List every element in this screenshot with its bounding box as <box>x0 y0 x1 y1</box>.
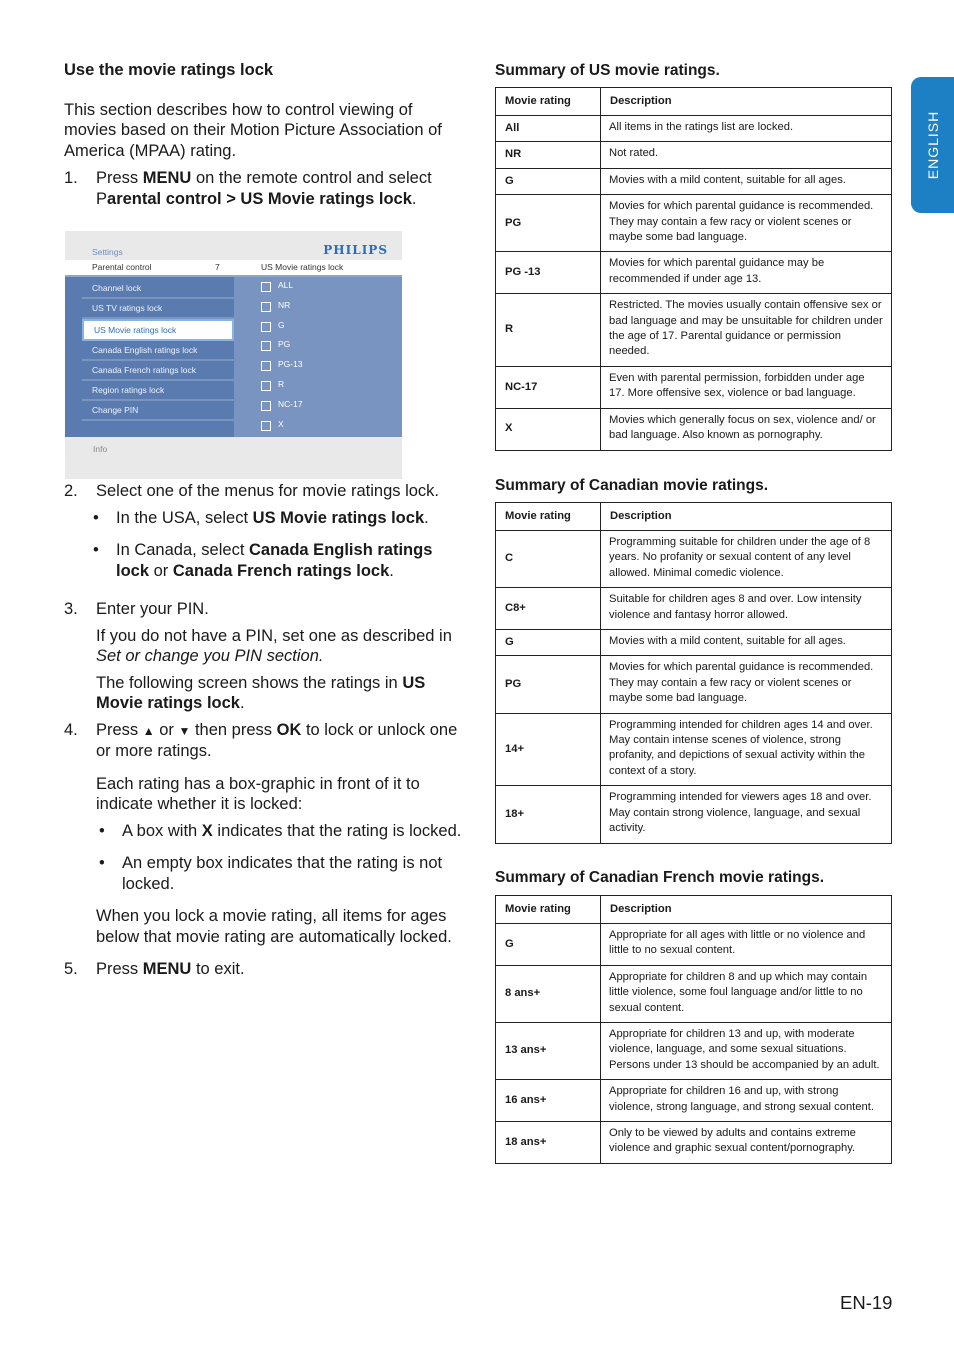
table-header-row <box>496 896 892 924</box>
rating-option-label: NC-17 <box>278 398 303 409</box>
step-number: 2. <box>64 482 78 500</box>
header-right: US Movie ratings lock <box>261 262 344 272</box>
menu-panel <box>65 277 402 437</box>
column-header: Description <box>601 88 892 116</box>
menu-list <box>82 279 234 421</box>
description-cell: Movies with a mild content, suitable for all ages. <box>601 168 892 194</box>
step-number: 4. <box>64 720 78 739</box>
bullet-dot: • <box>93 541 99 559</box>
column-header: Description <box>601 503 892 531</box>
step-text: then press <box>190 720 277 739</box>
rating-cell: 13 ans+ <box>496 1023 601 1080</box>
rating-option-label: ALL <box>278 280 294 290</box>
bullet-unlocked <box>96 853 464 894</box>
rating-option[interactable] <box>234 277 402 297</box>
down-arrow-icon: ▼ <box>178 723 191 738</box>
checkbox-icon[interactable] <box>261 361 271 371</box>
table-row <box>496 924 892 966</box>
rating-option[interactable] <box>234 376 402 396</box>
table-header-row <box>496 88 892 116</box>
table-row <box>496 965 892 1022</box>
para-italic: Set or change you PIN section. <box>96 647 324 665</box>
table-header-row <box>496 503 892 531</box>
rating-option[interactable] <box>234 317 402 337</box>
menu-key: MENU <box>142 169 192 187</box>
step-text: Press <box>96 960 143 978</box>
tv-menu-screenshot <box>65 231 402 479</box>
description-cell: Appropriate for children 13 and up, with moderate violence, language, and some sexual situations. Persons under 13 should be accompanied by an adult. <box>601 1023 892 1080</box>
header-number: 7 <box>215 262 220 272</box>
step-3-pin-note <box>96 626 464 667</box>
rating-option[interactable] <box>234 297 402 317</box>
description-cell: Not rated. <box>601 142 892 168</box>
rating-cell: C8+ <box>496 588 601 630</box>
description-cell: Programming intended for children ages 14 and over. May contain intense scenes of violence, strong profanity, and depictions of sexual activity within the context of a story. <box>601 713 892 786</box>
step-1 <box>64 168 464 209</box>
step-text: Press <box>96 169 143 187</box>
step-3 <box>64 599 464 714</box>
step-number: 1. <box>64 169 78 187</box>
para-bold: US Movie ratings lock <box>96 673 426 712</box>
table-row <box>496 294 892 367</box>
canada-french-table-title: Summary of Canadian French movie ratings. <box>495 869 825 886</box>
step-text: Press <box>96 720 143 739</box>
bullet-usa <box>90 508 464 529</box>
step-text: . <box>411 189 417 208</box>
table-row <box>496 713 892 786</box>
step-number: 3. <box>64 600 78 618</box>
rating-option-label: G <box>278 319 285 330</box>
rating-cell: 16 ans+ <box>496 1080 601 1122</box>
step-3-screen-note <box>96 673 464 714</box>
rating-cell: 18 ans+ <box>496 1122 601 1164</box>
checkbox-icon[interactable] <box>261 341 271 351</box>
checkbox-icon[interactable] <box>261 302 271 312</box>
step-4-lock-note: When you lock a movie rating, all items for ages below that movie rating are automatically locked. <box>96 907 452 946</box>
table-row <box>496 531 892 588</box>
table-row <box>496 116 892 142</box>
table-row <box>496 168 892 194</box>
step-text: Enter your PIN. <box>96 600 209 618</box>
rating-option-label: R <box>278 378 285 389</box>
header-left: Parental control <box>92 262 152 272</box>
section-title: Use the movie ratings lock <box>64 61 274 79</box>
description-cell: Movies with a mild content, suitable for all ages. <box>601 630 892 656</box>
bullet-text: An empty box indicates that the rating is not locked. <box>122 854 443 893</box>
philips-logo: PHILIPS <box>323 243 388 257</box>
info-label: Info <box>93 444 108 454</box>
table-row <box>496 1122 892 1164</box>
rating-option-label: NR <box>278 299 291 310</box>
language-tab-label: ENGLISH <box>924 110 941 180</box>
bullet-text: . <box>424 508 429 527</box>
column-header: Movie rating <box>496 503 601 531</box>
step-4 <box>64 720 464 948</box>
rating-option[interactable] <box>234 396 402 416</box>
rating-cell: PG <box>496 195 601 252</box>
rating-option[interactable] <box>234 336 402 356</box>
description-cell: Appropriate for children 16 and up, with strong violence, strong language, and strong sexual content. <box>601 1080 892 1122</box>
canada-ratings-table <box>495 502 892 844</box>
rating-cell: 8 ans+ <box>496 965 601 1022</box>
menu-header <box>65 260 402 277</box>
step-4-box-note: Each rating has a box-graphic in front of it to indicate whether it is locked: <box>96 774 420 813</box>
menu-item[interactable]: Canada French ratings lock <box>82 361 234 381</box>
description-cell: Programming suitable for children under the age of 8 years. No profanity or sexual content of any level allowed. Minimal comedic violence. <box>601 531 892 588</box>
description-cell: Movies for which parental guidance is recommended. They may contain a few racy or violent scenes or maybe some bad language. <box>601 656 892 713</box>
description-cell: Movies which generally focus on sex, violence and/ or bad language. Also known as pornography. <box>601 408 892 450</box>
column-header: Movie rating <box>496 896 601 924</box>
table-row <box>496 408 892 450</box>
rating-cell: G <box>496 168 601 194</box>
rating-cell: C <box>496 531 601 588</box>
checkbox-icon[interactable] <box>261 421 271 431</box>
rating-cell: NR <box>496 142 601 168</box>
description-cell: Restricted. The movies usually contain offensive sex or bad language and may be unsuitable for children under the age of 17. Parental guidance or permission needed. <box>601 294 892 367</box>
para-text: The following screen shows the ratings in <box>96 673 403 692</box>
checkbox-icon[interactable] <box>261 322 271 332</box>
step-5 <box>64 959 464 980</box>
bullet-bold: Canada French ratings lock <box>172 561 390 580</box>
para-text: . <box>239 694 245 712</box>
bullet-bold: US Movie ratings lock <box>252 508 425 527</box>
checkbox-icon[interactable] <box>261 381 271 391</box>
step-text: to lock or unlock one or more ratings. <box>96 720 458 760</box>
bullet-text: A box with <box>122 821 202 840</box>
intro-paragraph: This section describes how to control viewing of movies based on their Motion Picture Association of America (MPAA) rating. <box>64 100 442 160</box>
step-text: or <box>154 720 179 739</box>
bullet-text: indicates that the rating is locked. <box>212 821 462 840</box>
description-cell: Appropriate for all ages with little or no violence and little to no sexual content. <box>601 924 892 966</box>
canada-table-title: Summary of Canadian movie ratings. <box>495 477 769 494</box>
description-cell: Only to be viewed by adults and contains extreme violence and graphic sexual content/pornography. <box>601 1122 892 1164</box>
step-text: on the remote control and select P <box>96 169 432 208</box>
rating-option[interactable] <box>234 356 402 376</box>
menu-item[interactable]: Change PIN <box>82 401 234 421</box>
bullet-dot: • <box>99 821 105 840</box>
description-cell: Movies for which parental guidance is recommended. They may contain a few racy or violent scenes or maybe some bad language. <box>601 195 892 252</box>
description-cell: Suitable for children ages 8 and over. Low intensity violence and fantasy horror allowed. <box>601 588 892 630</box>
menu-item[interactable]: Region ratings lock <box>82 381 234 401</box>
rating-option-label: PG-13 <box>278 359 303 370</box>
column-header: Movie rating <box>496 88 601 116</box>
step-2 <box>64 481 464 581</box>
description-cell: All items in the ratings list are locked. <box>601 116 892 142</box>
table-row <box>496 142 892 168</box>
canada-french-ratings-table <box>495 895 892 1164</box>
step-text: to exit. <box>191 960 245 978</box>
checkbox-icon[interactable] <box>261 401 271 411</box>
menu-key: MENU <box>142 960 192 978</box>
step-text: Select one of the menus for movie ratings lock. <box>96 482 440 500</box>
up-arrow-icon: ▲ <box>142 723 155 738</box>
rating-cell: NC-17 <box>496 366 601 408</box>
rating-cell: G <box>496 924 601 966</box>
instructions-column <box>64 60 464 986</box>
table-row <box>496 366 892 408</box>
ratings-options <box>234 277 402 437</box>
table-row <box>496 656 892 713</box>
rating-cell: PG -13 <box>496 252 601 294</box>
menu-item[interactable]: Channel lock <box>82 279 234 299</box>
table-row <box>496 252 892 294</box>
rating-cell: 18+ <box>496 786 601 843</box>
rating-cell: PG <box>496 656 601 713</box>
table-row <box>496 195 892 252</box>
rating-cell: 14+ <box>496 713 601 786</box>
bullet-bold: Canada English ratings lock <box>116 541 433 580</box>
menu-item[interactable]: US Movie ratings lock <box>82 319 234 341</box>
bullet-text: . <box>389 561 394 580</box>
description-cell: Movies for which parental guidance may be recommended if under age 13. <box>601 252 892 294</box>
rating-option-label: PG <box>278 339 291 350</box>
us-ratings-table <box>495 87 892 451</box>
rating-option-label: X <box>278 418 284 429</box>
table-row <box>496 588 892 630</box>
description-cell: Appropriate for children 8 and up which may contain little violence, some foul language and/or little to no sexual content. <box>601 965 892 1022</box>
description-cell: Even with parental permission, forbidden under age 17. More offensive sex, violence or bad language. <box>601 366 892 408</box>
table-row <box>496 630 892 656</box>
rating-cell: All <box>496 116 601 142</box>
bullet-text: or <box>149 561 173 580</box>
bullet-bold: X <box>201 821 213 840</box>
settings-label: Settings <box>92 247 123 257</box>
column-header: Description <box>601 896 892 924</box>
bullet-canada <box>90 540 464 581</box>
bullet-dot: • <box>93 508 99 527</box>
table-row <box>496 1080 892 1122</box>
rating-cell: R <box>496 294 601 367</box>
us-table-title: Summary of US movie ratings. <box>495 62 720 79</box>
para-text: If you do not have a PIN, set one as described in <box>96 626 452 645</box>
menu-path: arental control > US Movie ratings lock <box>107 189 412 208</box>
bullet-dot: • <box>99 854 105 872</box>
checkbox-icon[interactable] <box>261 282 271 292</box>
rating-option[interactable] <box>234 416 402 436</box>
language-tab <box>911 77 954 213</box>
rating-cell: G <box>496 630 601 656</box>
menu-item[interactable]: Canada English ratings lock <box>82 341 234 361</box>
ok-key: OK <box>276 720 302 739</box>
page-number: EN-19 <box>840 1292 893 1313</box>
rating-cell: X <box>496 408 601 450</box>
bullet-text: In the USA, select <box>116 508 253 527</box>
step-number: 5. <box>64 960 78 978</box>
bullet-text: In Canada, select <box>116 541 249 559</box>
description-cell: Programming intended for viewers ages 18 and over. May contain strong violence, language, and sexual activity. <box>601 786 892 843</box>
table-row <box>496 1023 892 1080</box>
menu-item[interactable]: US TV ratings lock <box>82 299 234 319</box>
table-row <box>496 786 892 843</box>
bullet-locked <box>96 821 464 842</box>
